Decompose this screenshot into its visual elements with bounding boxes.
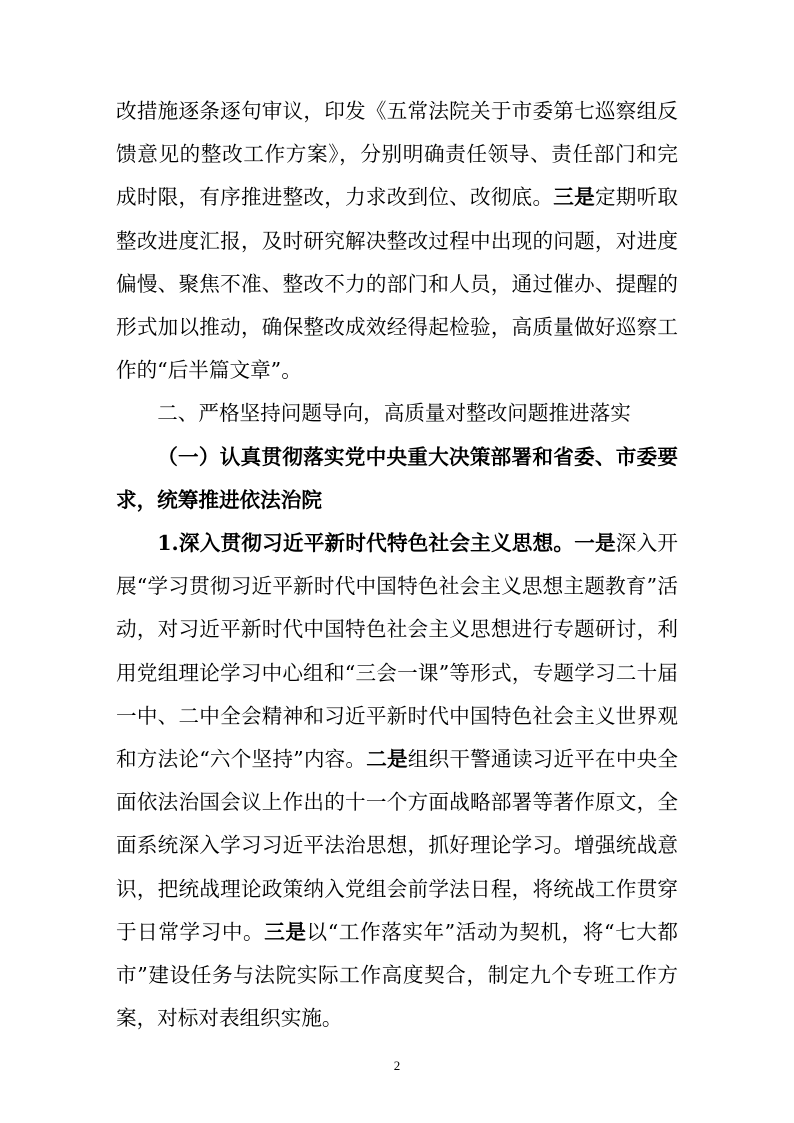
para2-second-text: 组织干警通读习近平在中央全面依法治国会议上作出的十一个方面战略部署等著作原文，全面系统深入学习习近平法治思想，抓好理论学习。增强统战意识，把统战理论政策纳入党组会前学法日程，将统战工作贯穿于日常学习中。: [116, 747, 679, 944]
document-body: [116, 90, 678, 1040]
para2-first-label: 一是: [574, 531, 616, 556]
para1-text-a: 改措施逐条逐句审议，印发《五常法院关于市委第七巡察组反馈意见的整改工作方案》，分别明确责任领导、责任部门和完成时限，有序推进整改，力求改到位、改彻底。: [116, 99, 678, 210]
para2-title: 1.深入贯彻习近平新时代特色社会主义思想。: [157, 531, 575, 556]
paragraph-rectification-measures: [116, 90, 678, 392]
para2-third-text: 以“工作落实年”活动为契机，将“七大都市”建设任务与法院实际工作高度契合，制定九个专班工作方案，对标对表组织实施。: [116, 919, 679, 1031]
section-heading-2: 二、严格坚持问题导向，高质量对整改问题推进落实: [157, 401, 631, 426]
page-number: 2: [393, 1058, 401, 1073]
subsection-heading-1: （一）认真贯彻落实党中央重大决策部署和省委、市委要求，统筹推进依法治院: [116, 444, 678, 512]
para1-text-c: 定期听取整改进度汇报，及时研究解决整改过程中出现的问题，对进度偏慢、聚焦不准、整改不力的部门和人员，通过催办、提醒的形式加以推动，确保整改成效经得起检验，高质量做好巡察工作的“后半篇文章”。: [116, 185, 679, 383]
paragraph-thought-study: [116, 522, 678, 1040]
para2-third-label: 三是: [264, 919, 307, 944]
para1-third-label: 三是: [553, 185, 595, 210]
para2-second-label: 二是: [366, 747, 408, 772]
para2-first-text: 深入开展“学习贯彻习近平新时代中国特色社会主义思想主题教育”活动，对习近平新时代中国特色社会主义思想进行专题研讨，利用党组理论学习中心组和“三会一课”等形式，专题学习二十届一中、二中全会精神和习近平新时代中国特色社会主义世界观和方法论“六个坚持”内容。: [116, 531, 678, 772]
